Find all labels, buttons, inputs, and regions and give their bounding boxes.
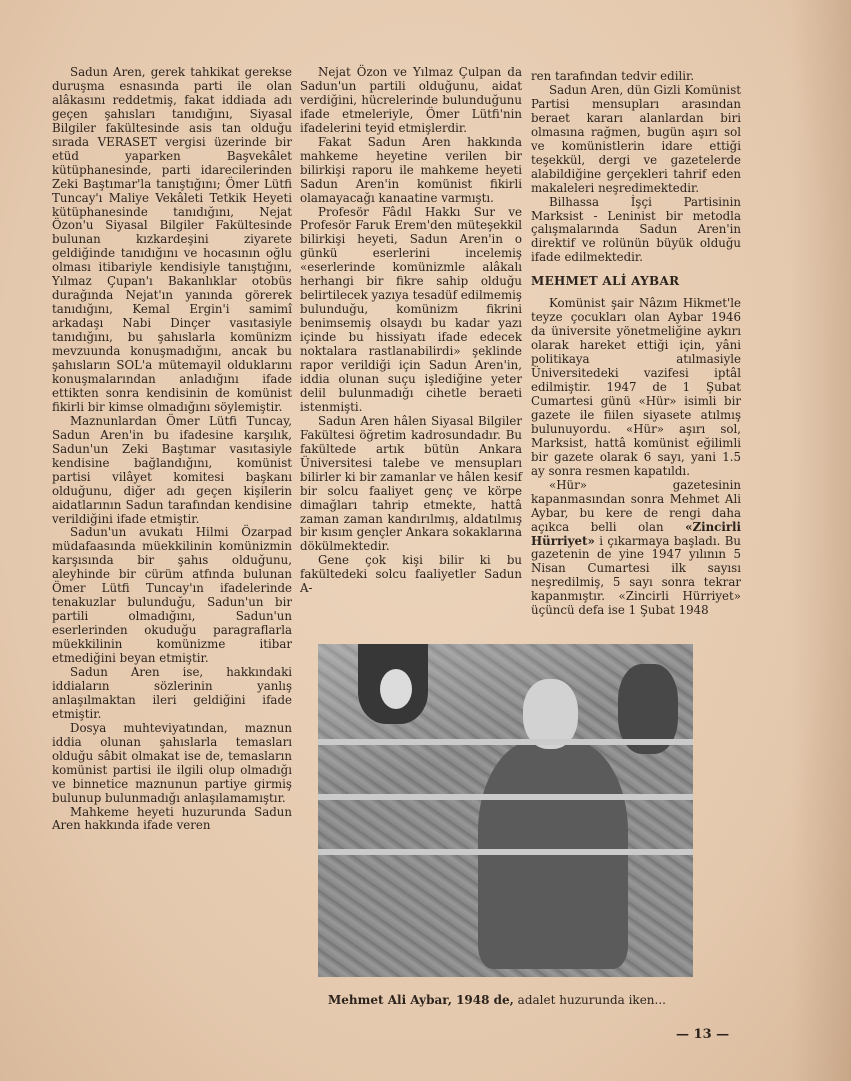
paragraph: Maznunlardan Ömer Lütfi Tuncay, Sadun Aren'in bu ifadesine karşılık, Sadun'un Zeki Baştımar vasıtasiyle kendisine bağlandığını, komünist partisi vilâyet komitesi başkanı olduğunu, diğer adı geçen kişilerin aidatlarının Sadun tarafından kendisine verildiğini ifade etmiştir.	[52, 413, 292, 526]
paragraph: Bilhassa İşçi Partisinin Marksist - Leninist bir metodla çalışmalarında Sadun Aren'in direktif ve rolünün büyük olduğu ifade edilmektedir.	[531, 194, 741, 265]
text-column-1	[52, 66, 292, 833]
paragraph: Mahkeme heyeti huzurunda Sadun Aren hakkında ifade veren	[52, 804, 292, 833]
photo-caption	[328, 993, 708, 1007]
paragraph: Gene çok kişi bilir ki bu fakültedeki solcu faaliyetler Sadun A-	[300, 553, 522, 596]
paragraph: Nejat Özon ve Yılmaz Çulpan da Sadun'un partili olduğunu, aidat verdiğini, hücrelerinde bulunduğunu ifade etmeleriyle, Ömer Lütfi'nin ifadelerini teyid etmişlerdir.	[300, 65, 522, 135]
newspaper-name: «Zincirli Hürriyet»	[531, 519, 741, 548]
photo-figure	[380, 669, 412, 709]
paragraph	[531, 479, 741, 619]
paragraph: Sadun Aren, gerek tahkikat gerekse duruşma esnasında parti ile olan alâkasını reddetmiş, fakat iddiada adı geçen şahısları tanıdığını, Siyasal Bilgiler fakültesinde asis tan olduğu sırada VERASET vergisi üzerinde bir etüd yaparken Başvekâlet kütüphanesinde, parti idarecilerinden Zeki Baştımar'la tanıştığını; Ömer Lütfi Tuncay'ı Maliye Vekâleti Tetkik Heyeti kütüphanesinde tanıdığını, Nejat Özon'u Siyasal Bilgiler Fakültesinde bulunan kızkardeşini ziyarete geldiğinde tanıdığını ve hocasının oğlu olması itibariyle kendisiyle tanıştığını, Yılmaz Çupan'ı Bakanlıklar otobüs durağında Nejat'ın yanında görerek tanıdığını, Kemal Ergin'i samimî arkadaşı Nabi Dinçer vasıtasiyle tanıdığını, bu şahıslarla komünizm mevzuunda konuşmadığını, ancak bu şahısların SOL'a mütemayil olduklarını konuşmalarından anladığını ifade ettikten sonra kendisinin de komünist fikirli bir kimse olmadığını söylemiştir.	[52, 65, 292, 414]
caption-bold: Mehmet Ali Aybar, 1948 de,	[328, 993, 514, 1007]
text-column-3	[531, 70, 741, 618]
paragraph: Sadun Aren ise, hakkındaki iddiaların sözlerinin yanlış anlaşılmaktan ileri geldiğini ifade etmiştir.	[52, 664, 292, 721]
paragraph: Fakat Sadun Aren hakkında mahkeme heyetine verilen bir bilirkişi raporu ile mahkeme heyeti Sadun Aren'in komünist fikirli olamayacağı kanaatine varmıştı.	[300, 134, 522, 205]
paragraph: Sadun'un avukatı Hilmi Özarpad müdafaasında müekkilinin komünizmin karşısında bir şahıs olduğunu, aleyhinde bir cürüm atfında bulunan Ömer Lütfi Tuncay'ın ifadelerinde tenakuzlar bulunduğu, Sadun'un bir partili olmadığını, Sadun'un eserlerinden okuduğu paragraflarla müekkilinin komünizme itibar etmediğini beyan etmiştir.	[52, 525, 292, 666]
text-column-2	[300, 66, 522, 596]
paragraph: Profesör Fâdıl Hakkı Sur ve Profesör Faruk Erem'den müteşekkil bilirkişi heyeti, Sadun Aren'in o günkü eserlerini incelemiş «eserlerinde komünizmle alâkalı herhangi bir fikre sahip olduğu belirtilecek yazıya tesadüf edilmemiş bulunduğu, komünizm fikrini benimsemiş olsaydı bu kadar yazı içinde bu hissiyatı ifade edecek noktalara rastlanabilirdi» şeklinde rapor verildiği için Sadun Aren'in, iddia olunan suçu işlediğine yeter delil bulunmadığı cihetle beraeti istenmişti.	[300, 204, 522, 414]
photo-rail	[318, 849, 693, 855]
paragraph: ren tarafından tedvir edilir.	[531, 69, 695, 83]
paragraph: Komünist şair Nâzım Hikmet'le teyze çocukları olan Aybar 1946 da üniversite yönetmeliğine aykırı olarak hareket ettiği için, yâni politikaya atılmasiyle Üniversitedeki vazifesi iptâl edilmiştir. 1947 de 1 Şubat Cumartesi günü «Hür» isimli bir gazete ile fiilen siyasete atılmış bulunuyordu. «Hür» aşırı sol, Marksist, hattâ komünist eğilimli bir gazete olarak 6 sayı, yani 1.5 ay sonra resmen kapatıldı.	[531, 296, 741, 478]
paragraph: Dosya muhteviyatından, maznun iddia olunan şahıslarla temasları olduğu sâbit olmakat ise de, temasların komünist partisi ile ilgili olup olmadığı ve binnetice maznunun partiye girmiş bulunup bulunmadığı anlaşılamamıştır.	[52, 720, 292, 805]
paragraph-text: i çıkarmaya başladı. Bu gazetenin de yine 1947 yılının 5 Nisan Cumartesi ilk sayısı neşredilmiş, 5 sayı sonra tekrar kapanmıştır. «Zincirli Hürriyet» üçüncü defa ise 1 Şubat 1948	[531, 533, 741, 618]
photo-rail	[318, 794, 693, 800]
paragraph-text: «Hür» gazetesinin kapanmasından sonra Mehmet Ali Aybar, bu kere de rengi daha açıkca belli olan	[531, 477, 741, 534]
section-heading: MEHMET ALİ AYBAR	[531, 274, 680, 289]
caption-text: adalet huzurunda iken...	[513, 993, 666, 1007]
page-edge-shadow	[791, 0, 851, 1081]
paragraph: Sadun Aren hâlen Siyasal Bilgiler Fakültesi öğretim kadrosundadır. Bu fakültede artık bütün Ankara Üniversitesi talebe ve mensupları bilirler ki bir zamanlar ve hâlen kesif bir solcu faaliyet genç ve körpe dimağları tahrip etmekte, hattâ zaman zaman kandırılmış, aldatılmış bir kısım gençler Ankara sokaklarına dökülmektedir.	[300, 413, 522, 554]
news-photo	[318, 644, 693, 977]
page-number: — 13 —	[676, 1027, 730, 1042]
paragraph: Sadun Aren, dün Gizli Komünist Partisi mensupları arasından beraet kararı alanlardan biri olmasına rağmen, bugün aşırı sol ve komünistlerin idare ettiği teşekkül, dergi ve gazetelerde alabildiğine gerçekleri tahrif eden makaleleri neşredimektedir.	[531, 82, 741, 195]
photo-rail	[318, 739, 693, 745]
